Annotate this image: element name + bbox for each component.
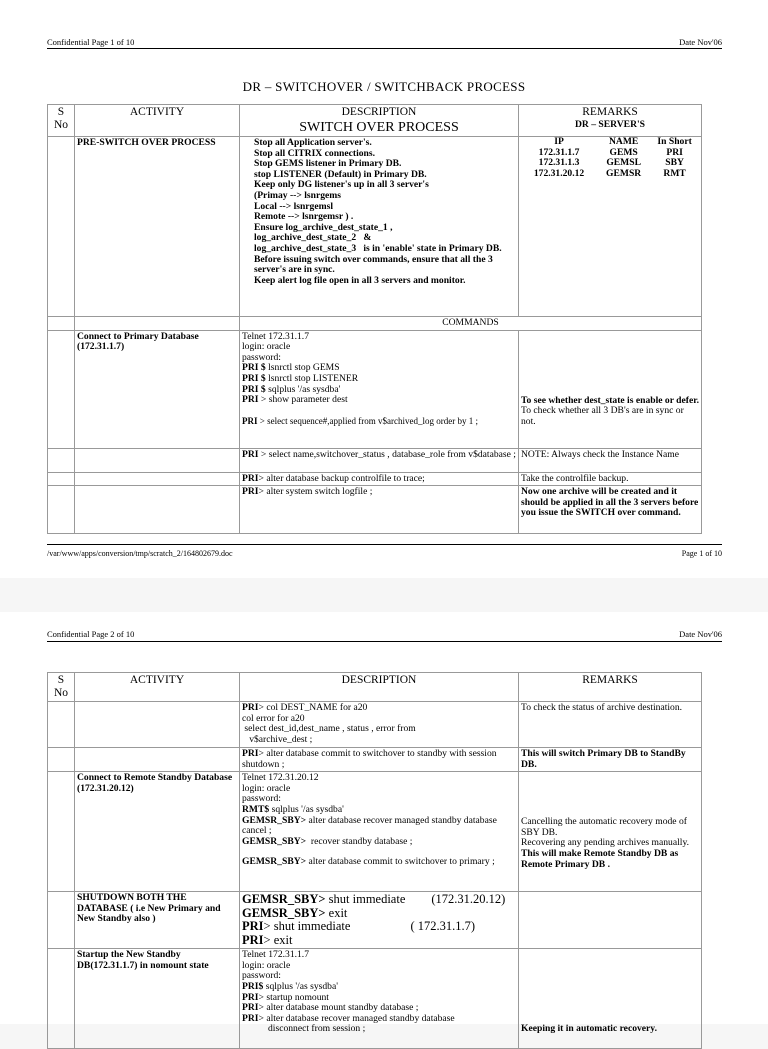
command-text: col DEST_NAME for a20 <box>266 702 368 713</box>
command-line: PRI > show parameter dest <box>242 394 348 406</box>
step-item: Stop all Application server's. <box>254 137 372 148</box>
step-item: Stop all CITRIX connections. <box>254 147 376 159</box>
prompt: PRI <box>242 472 259 484</box>
commands-heading: COMMANDS <box>240 317 702 331</box>
command-line: v$archive_dest ; <box>242 733 313 745</box>
col-header-description: DESCRIPTION <box>240 105 519 120</box>
remark-recover: Recovering any pending archives manually. <box>521 837 690 849</box>
header-left: Confidential Page 2 of 10 <box>47 629 135 639</box>
startup-remarks <box>519 949 702 1049</box>
command-text: exit <box>328 905 348 920</box>
command-line: select dest_id,dest_name , status , error from <box>242 723 416 735</box>
command-text: recover standby database ; <box>310 835 413 847</box>
sno-cell <box>48 748 75 772</box>
pre-switch-list <box>242 138 516 286</box>
command-line <box>242 816 516 837</box>
command-line <box>242 893 516 907</box>
activity-pre-switch: PRE-SWITCH OVER PROCESS <box>75 137 240 317</box>
remark-archive-dest: To check the status of archive destination. <box>519 702 702 748</box>
spacer <box>521 332 699 396</box>
remark-dest-state: To see whether dest_state is enable or defer. <box>521 394 699 406</box>
document-page-2 <box>0 612 768 1035</box>
footer-path: /var/www/apps/conversion/tmp/scratch_2/164802679.doc <box>47 549 233 558</box>
primary-remarks <box>519 330 702 448</box>
step-item: Keep alert log file open in all 3 servers and monitor. <box>254 274 466 286</box>
command-line: PRI> shut immediate ( 172.31.1.7) <box>242 919 476 934</box>
step-item: stop LISTENER (Default) in Primary DB. <box>254 168 427 180</box>
col-header-activity: ACTIVITY <box>75 673 240 702</box>
activity-shutdown: SHUTDOWN BOTH THE DATABASE ( i.e New Primary and New Standby also ) <box>75 892 240 949</box>
header-rule <box>47 48 722 49</box>
command-text: select sequence#,applied from v$archived_log order by 1 ; <box>267 415 479 426</box>
sno-cell <box>48 448 75 472</box>
switch-over-heading: SWITCH OVER PROCESS <box>240 119 519 137</box>
prompt: GEMSR_SBY> <box>242 905 326 920</box>
activity-empty <box>75 472 240 486</box>
command-text: alter database backup controlfile to trace; <box>266 472 425 484</box>
command-text: sqlplus '/as sysdba' <box>268 383 341 395</box>
remark-sync: To check whether all 3 DB's are in sync or not. <box>521 405 687 427</box>
server-short: PRI <box>666 146 683 158</box>
prompt: PRI <box>242 394 259 406</box>
command-text: shut immediate <box>273 919 351 934</box>
prompt: PRI $ <box>242 383 266 395</box>
col-header-description: DESCRIPTION <box>240 673 519 702</box>
prompt: PRI <box>242 991 259 1003</box>
remark-remote-primary: This will make Remote Standby DB as Remote Primary DB . <box>521 847 681 870</box>
startup-commands <box>240 949 519 1049</box>
primary-commands <box>240 330 519 448</box>
prompt: PRI <box>242 748 259 759</box>
remark-auto-recovery: Keeping it in automatic recovery. <box>521 1023 657 1035</box>
telnet-line: Telnet 172.31.1.7 <box>242 949 310 961</box>
col-header-sno: S No <box>48 105 75 137</box>
server-ip: 172.31.1.3 <box>538 157 580 169</box>
sno-cell <box>48 892 75 949</box>
activity-connect-primary: Connect to Primary Database (172.31.1.7) <box>75 330 240 448</box>
activity-connect-remote: Connect to Remote Standby Database (172.31.20.12) <box>75 772 240 892</box>
login-line: login: oracle <box>242 782 291 794</box>
command-line <box>242 907 516 921</box>
spacer <box>521 773 699 817</box>
command-text: show parameter dest <box>268 394 348 406</box>
command-text: exit <box>273 932 293 947</box>
telnet-line: Telnet 172.31.1.7 <box>242 330 310 342</box>
sno-cell <box>48 486 75 534</box>
footer-page-number: Page 1 of 10 <box>681 549 722 558</box>
col-header-remarks: REMARKS <box>519 105 702 120</box>
prompt: GEMSR_SBY> <box>242 856 307 868</box>
command-line: PRI> col DEST_NAME for a20 <box>242 702 368 713</box>
sno-cell <box>48 330 75 448</box>
footer-rule <box>47 544 722 545</box>
remark-cancel: Cancelling the automatic recovery mode of SBY DB. <box>521 816 690 838</box>
remark-switch-standby: This will switch Primary DB to StandBy DB. <box>519 748 702 772</box>
dr-servers-heading: DR – SERVER'S <box>519 119 702 137</box>
remote-remarks <box>519 772 702 892</box>
command-cell: PRI> alter system switch logfile ; <box>240 486 519 534</box>
login-line: login: oracle <box>242 959 291 971</box>
sno-cell <box>48 137 75 317</box>
activity-empty <box>75 748 240 772</box>
spacer <box>521 950 699 1024</box>
server-name: GEMSL <box>606 157 641 169</box>
command-cell <box>240 702 519 748</box>
password-line: password: <box>242 793 281 805</box>
command-text: select name,switchover_status , database_role from v$database ; <box>268 448 516 460</box>
command-cell: PRI > select name,switchover_status , database_role from v$database ; <box>240 448 519 472</box>
prompt: GEMSR_SBY> <box>242 814 307 826</box>
command-text: shut immediate <box>328 892 406 907</box>
procedure-table <box>47 672 702 1049</box>
command-line: PRI> startup nomount <box>242 991 329 1003</box>
command-line <box>242 857 516 868</box>
remark-empty <box>519 892 702 949</box>
step-item: Before issuing switch over commands, ensure that all the 3 server's are in sync. <box>254 253 496 276</box>
prompt: PRI <box>242 486 259 498</box>
col-header-sno: S No <box>48 673 75 702</box>
pre-switch-steps <box>240 137 519 317</box>
prompt: PRI <box>242 1002 259 1014</box>
prompt: PRI <box>242 919 264 934</box>
command-text: lsnrctl stop LISTENER <box>268 372 359 384</box>
sno-cell <box>48 317 75 331</box>
prompt: PRI <box>242 415 258 426</box>
header-left: Confidential Page 1 of 10 <box>47 37 135 47</box>
command-line: PRI> exit <box>242 932 293 947</box>
prompt: RMT$ <box>242 803 270 815</box>
command-text: alter database mount standby database ; <box>266 1002 419 1014</box>
prompt: PRI <box>242 702 259 713</box>
server-table <box>519 137 701 179</box>
command-line: PRI > select sequence#,applied from v$archived_log order by 1 ; <box>242 415 479 426</box>
prompt: PRI $ <box>242 372 266 384</box>
remark-backup: Take the controlfile backup. <box>519 472 702 486</box>
header-date: Date Nov'06 <box>679 629 722 639</box>
prompt: PRI <box>242 1012 259 1024</box>
command-text: alter system switch logfile ; <box>266 486 373 498</box>
sno-cell <box>48 772 75 892</box>
server-name: GEMS <box>609 146 638 158</box>
command-text: alter database commit to switchover to primary ; <box>308 856 495 868</box>
activity-empty <box>75 448 240 472</box>
procedure-table <box>47 104 702 534</box>
sno-cell <box>48 702 75 748</box>
command-line <box>242 837 516 848</box>
server-short: SBY <box>665 157 684 169</box>
prompt: GEMSR_SBY> <box>242 892 326 907</box>
prompt: PRI <box>242 448 259 460</box>
header-rule <box>47 641 722 642</box>
activity-empty <box>75 702 240 748</box>
prompt: PRI $ <box>242 362 266 374</box>
server-ip: 172.31.20.12 <box>533 167 585 179</box>
step-item: Ensure log_archive_dest_state_1 , log_archive_dest_state_2 & log_archive_dest_state_3 is in 'enable' state in Primary DB. <box>254 221 502 254</box>
header-date: Date Nov'06 <box>679 37 722 47</box>
telnet-line: Telnet 172.31.20.12 <box>242 772 319 784</box>
password-line: password: <box>242 351 281 363</box>
command-text: alter database recover managed standby database cancel ; <box>242 814 500 837</box>
command-line: col error for a20 <box>242 712 305 724</box>
command-cell: PRI> alter database commit to switchover to standby with session shutdown ; <box>240 748 519 772</box>
server-col-name: NAME <box>608 136 639 147</box>
host-ip: (172.31.20.12) <box>431 892 506 907</box>
server-short: RMT <box>663 167 686 179</box>
command-line: PRI> alter database recover managed standby database <box>242 1012 455 1024</box>
command-text: lsnrctl stop GEMS <box>268 362 340 374</box>
remark-archive: Now one archive will be created and it should be applied in all the 3 servers before you issue the SWITCH over command. <box>519 486 702 534</box>
sno-cell <box>48 472 75 486</box>
login-line: login: oracle <box>242 341 291 353</box>
server-ip: 172.31.1.7 <box>538 146 580 158</box>
shutdown-commands <box>240 892 519 949</box>
password-line: password: <box>242 970 281 982</box>
prompt: PRI <box>242 932 264 947</box>
step-item: Keep only DG listener's up in all 3 server's (Primay --> lsnrgems Local --> lsnrgemsl Remote --> lsnrgemsr ) . <box>254 179 429 223</box>
command-line: PRI> alter database mount standby database ; <box>242 1002 419 1014</box>
col-header-remarks: REMARKS <box>519 673 702 702</box>
page-title: DR – SWITCHOVER / SWITCHBACK PROCESS <box>242 79 526 94</box>
activity-empty <box>75 486 240 534</box>
col-header-activity: ACTIVITY <box>75 105 240 137</box>
command-text: startup nomount <box>266 991 329 1003</box>
command-line: disconnect from session ; <box>268 1023 366 1035</box>
spacer <box>242 406 516 416</box>
command-text: alter database recover managed standby database <box>266 1012 455 1024</box>
command-text: sqlplus '/as sysdba' <box>265 980 338 992</box>
sno-cell <box>48 949 75 1049</box>
command-text: alter database commit to switchover to standby with session shutdown ; <box>242 748 497 770</box>
server-name: GEMSR <box>606 167 642 179</box>
remark-instance: NOTE: Always check the Instance Name <box>519 448 702 472</box>
command-text: sqlplus '/as sysdba' <box>271 803 344 815</box>
server-col-short: In Short <box>657 136 692 147</box>
step-item: Stop GEMS listener in Primary DB. <box>254 158 402 170</box>
prompt: PRI$ <box>242 980 264 992</box>
server-row <box>519 169 701 180</box>
server-col-ip: IP <box>554 136 564 147</box>
activity-startup: Startup the New Standby DB(172.31.1.7) in nomount state <box>75 949 240 1049</box>
activity-empty <box>75 317 240 331</box>
prompt: GEMSR_SBY> <box>242 835 307 847</box>
command-cell: PRI> alter database backup controlfile to trace; <box>240 472 519 486</box>
remote-commands <box>240 772 519 892</box>
host-ip: ( 172.31.1.7) <box>410 919 476 934</box>
server-list-cell <box>519 137 702 317</box>
